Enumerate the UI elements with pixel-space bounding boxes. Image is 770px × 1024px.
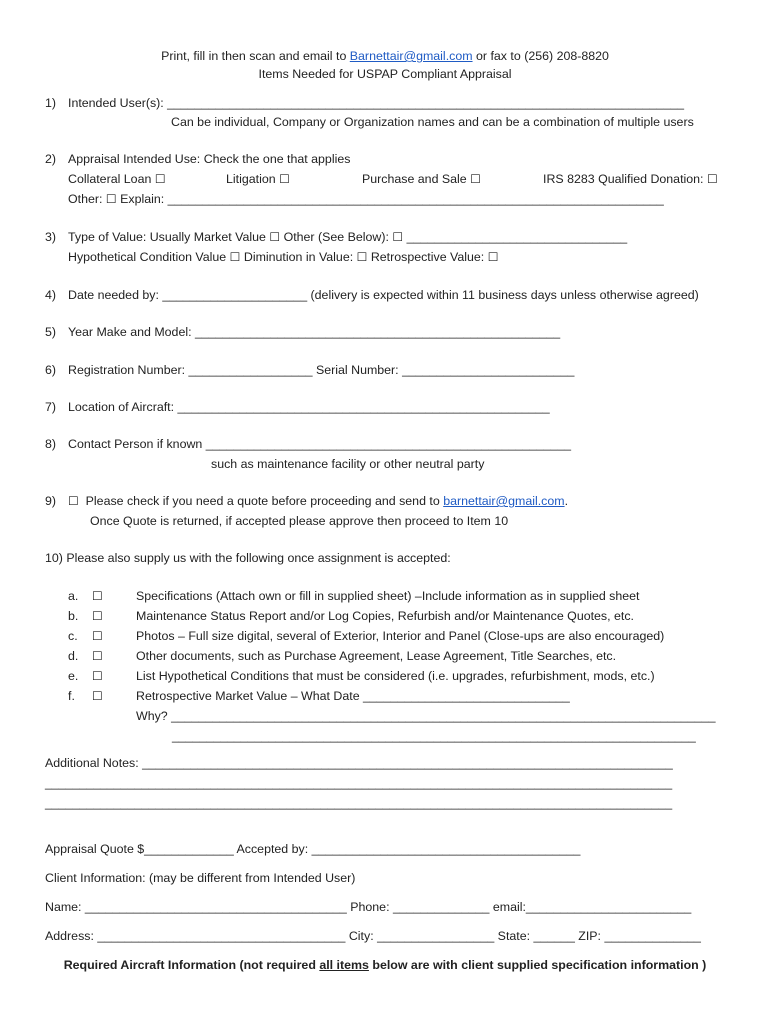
checkbox-icon[interactable]: ☐ xyxy=(706,172,718,186)
footer-suffix: below are with client supplied specification information ) xyxy=(368,958,707,972)
other-value-field[interactable]: ________________________________ xyxy=(406,230,628,244)
registration-serial-field[interactable]: Registration Number: __________________ Serial Number: _________________________ xyxy=(68,363,575,377)
sublist-item-text: Specifications (Attach own or fill in supplied sheet) –Include information as in supplied sheet xyxy=(136,589,640,603)
item-9-number: 9) xyxy=(45,494,57,508)
option-purchase-sale-label: Purchase and Sale xyxy=(362,172,467,186)
year-make-model-field[interactable]: Year Make and Model: _____________________________________________________ xyxy=(68,325,561,339)
client-name-phone-email-field[interactable]: Name: ______________________________________ Phone: ______________ email:________________________ xyxy=(45,900,692,914)
option-purchase-and-sale[interactable] xyxy=(362,171,481,187)
header-instruction: Print, fill in then scan and email to xyxy=(161,49,350,63)
sublist-letter: a. xyxy=(68,589,79,603)
fax-text: or fax to (256) 208-8820 xyxy=(472,49,609,63)
retrospective-date-field[interactable]: Retrospective Market Value – What Date ______________________________ xyxy=(136,689,570,703)
checkbox-icon[interactable]: ☐ xyxy=(92,629,103,643)
sublist-letter: b. xyxy=(68,609,79,623)
date-needed-field[interactable]: Date needed by: _____________________ (delivery is expected within 11 business days unless otherwise agreed) xyxy=(68,288,699,302)
sublist-item-text: Maintenance Status Report and/or Log Copies, Refurbish and/or Maintenance Quotes, etc. xyxy=(136,609,634,623)
footer-prefix: Required Aircraft Information (not required xyxy=(63,958,320,972)
quote-request-text: Please check if you need a quote before proceeding and send to xyxy=(85,494,444,508)
why-field-continued[interactable]: ____________________________________________________________________________ xyxy=(172,729,696,743)
checkbox-icon[interactable]: ☐ xyxy=(356,250,368,264)
checkbox-icon[interactable]: ☐ xyxy=(92,609,103,623)
option-irs-donation[interactable] xyxy=(543,171,718,187)
option-irs-label: IRS 8283 Qualified Donation: xyxy=(543,172,704,186)
header-line-1 xyxy=(0,48,770,64)
item-7-number: 7) xyxy=(45,400,57,414)
sublist-letter: d. xyxy=(68,649,79,663)
option-other-row xyxy=(68,191,664,207)
checkbox-icon[interactable]: ☐ xyxy=(487,250,499,264)
option-collateral-loan[interactable] xyxy=(68,171,166,187)
item-4-number: 4) xyxy=(45,288,57,302)
appraisal-quote-field[interactable]: Appraisal Quote $_____________ Accepted by: _______________________________________ xyxy=(45,842,581,856)
item-6-number: 6) xyxy=(45,363,57,377)
sublist-letter: f. xyxy=(68,689,75,703)
client-info-heading: Client Information: (may be different from Intended User) xyxy=(45,871,356,885)
required-aircraft-info-heading xyxy=(0,957,770,973)
contact-person-note: such as maintenance facility or other neutral party xyxy=(211,457,485,471)
checkbox-icon[interactable]: ☐ xyxy=(92,589,103,603)
notes-line[interactable]: ___________________________________________________________________________________________ xyxy=(45,776,673,790)
email-link[interactable]: Barnettair@gmail.com xyxy=(349,49,473,63)
item-2-number: 2) xyxy=(45,152,57,166)
checkbox-icon[interactable]: ☐ xyxy=(392,230,404,244)
why-field[interactable]: Why? _______________________________________________________________________________ xyxy=(136,709,716,723)
item-8-number: 8) xyxy=(45,437,57,451)
other-value-label: Other (See Below): xyxy=(283,230,389,244)
additional-notes-field[interactable]: Additional Notes: _____________________________________________________________________________ xyxy=(45,756,673,770)
quote-request-note: Once Quote is returned, if accepted please approve then proceed to Item 10 xyxy=(90,514,509,528)
retrospective-label: Retrospective Value: xyxy=(370,250,485,264)
type-of-value-row xyxy=(68,229,627,245)
diminution-label: Diminution in Value: xyxy=(243,250,354,264)
checkbox-icon[interactable]: ☐ xyxy=(92,669,103,683)
checkbox-icon[interactable]: ☐ xyxy=(470,172,481,186)
explain-field[interactable]: Explain: ________________________________________________________________________ xyxy=(120,192,664,206)
intended-users-note: Can be individual, Company or Organization names and can be a combination of multiple users xyxy=(171,115,694,129)
option-litigation-label: Litigation xyxy=(226,172,276,186)
item-10-heading: 10) Please also supply us with the following once assignment is accepted: xyxy=(45,551,451,565)
contact-person-field[interactable]: Contact Person if known _____________________________________________________ xyxy=(68,437,571,451)
item-5-number: 5) xyxy=(45,325,57,339)
footer-underlined: all items xyxy=(319,958,369,972)
checkbox-icon[interactable]: ☐ xyxy=(154,172,166,186)
checkbox-icon[interactable]: ☐ xyxy=(92,689,103,703)
checkbox-icon[interactable]: ☐ xyxy=(229,250,241,264)
intended-use-label: Appraisal Intended Use: Check the one that applies xyxy=(68,152,351,166)
aircraft-location-field[interactable]: Location of Aircraft: ______________________________________________________ xyxy=(68,400,550,414)
market-value-label: Type of Value: Usually Market Value xyxy=(68,230,266,244)
option-litigation[interactable] xyxy=(226,171,290,187)
hypothetical-label: Hypothetical Condition Value xyxy=(68,250,227,264)
form-title: Items Needed for USPAP Compliant Appraisal xyxy=(258,67,512,81)
option-collateral-loan-label: Collateral Loan xyxy=(68,172,152,186)
item-1-number: 1) xyxy=(45,96,57,110)
email-link[interactable]: barnettair@gmail.com xyxy=(443,494,565,508)
item-3-number: 3) xyxy=(45,230,57,244)
intended-users-field[interactable]: Intended User(s): ___________________________________________________________________________ xyxy=(68,96,684,110)
checkbox-icon[interactable]: ☐ xyxy=(269,230,281,244)
option-other-label: Other: xyxy=(68,192,103,206)
value-options-row xyxy=(68,249,498,265)
sublist-item-text: Other documents, such as Purchase Agreement, Lease Agreement, Title Searches, etc. xyxy=(136,649,617,663)
checkbox-icon[interactable]: ☐ xyxy=(68,494,79,508)
sublist-letter: c. xyxy=(68,629,78,643)
notes-line[interactable]: ___________________________________________________________________________________________ xyxy=(45,796,673,810)
quote-request-period: . xyxy=(564,494,569,508)
checkbox-icon[interactable]: ☐ xyxy=(105,192,117,206)
sublist-item-text: Photos – Full size digital, several of Exterior, Interior and Panel (Close-ups are also encouraged) xyxy=(136,629,665,643)
sublist-item-text: List Hypothetical Conditions that must be considered (i.e. upgrades, refurbishment, mods, etc.) xyxy=(136,669,655,683)
sublist-letter: e. xyxy=(68,669,79,683)
client-address-field[interactable]: Address: ____________________________________ City: _________________ State: ______ ZIP: ______________ xyxy=(45,929,701,943)
quote-request-row xyxy=(68,493,568,509)
checkbox-icon[interactable]: ☐ xyxy=(92,649,103,663)
checkbox-icon[interactable]: ☐ xyxy=(279,172,290,186)
